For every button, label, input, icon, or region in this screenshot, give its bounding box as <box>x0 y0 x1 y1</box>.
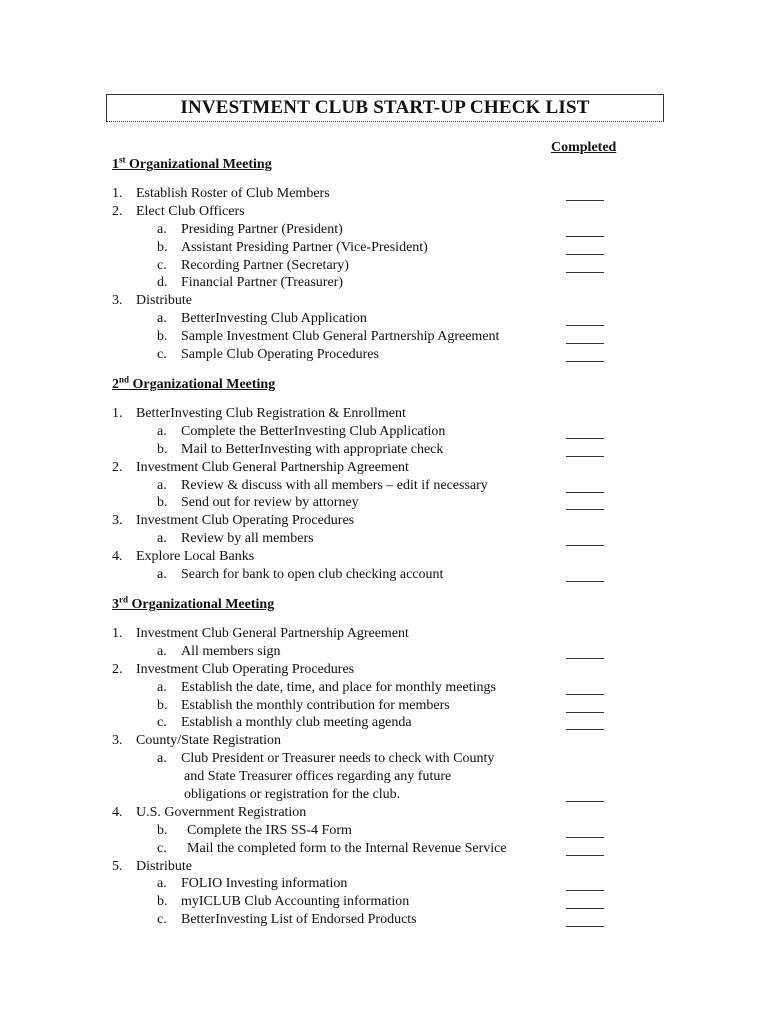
heading-ordinal-number: 2 <box>112 377 119 392</box>
item-text: All members sign <box>181 643 281 659</box>
item-text: BetterInvesting Club Registration & Enrollment <box>136 406 406 421</box>
completed-blank-line[interactable] <box>566 509 604 510</box>
item-number: a. <box>157 311 167 327</box>
item-text: and State Treasurer offices regarding any future <box>184 769 452 785</box>
item-number: c. <box>157 257 167 273</box>
completed-blank-line[interactable] <box>566 658 604 659</box>
item-text: Investment Club General Partnership Agreement <box>136 459 409 475</box>
item-number: b. <box>157 495 168 511</box>
completed-blank-line[interactable] <box>566 855 604 856</box>
item-number: c. <box>157 715 167 731</box>
checklist-subitem <box>112 714 672 732</box>
completed-blank-line[interactable] <box>566 890 604 891</box>
item-number: 2. <box>112 203 123 219</box>
heading-ordinal-number: 3 <box>112 597 119 612</box>
item-number: b. <box>157 822 168 838</box>
checklist-subitem <box>112 274 672 292</box>
item-number: 3. <box>112 733 123 749</box>
checklist-subitem <box>112 840 672 858</box>
item-number: b. <box>157 441 168 457</box>
completed-blank-line[interactable] <box>566 581 604 582</box>
item-number: a. <box>157 751 167 767</box>
item-text: Sample Investment Club General Partnership Agreement <box>181 329 500 345</box>
completed-blank-line[interactable] <box>566 694 604 695</box>
checklist-item <box>112 512 672 530</box>
checklist-subitem <box>112 530 672 548</box>
section-heading <box>112 154 672 176</box>
item-text: Review & discuss with all members – edit if necessary <box>181 477 488 493</box>
item-text: Assistant Presiding Partner (Vice-President) <box>181 239 428 255</box>
item-text: Establish the monthly contribution for members <box>181 697 450 713</box>
completed-blank-line[interactable] <box>566 200 604 201</box>
checklist-subitem <box>112 697 672 715</box>
item-number: 2. <box>112 459 123 475</box>
completed-blank-line[interactable] <box>566 545 604 546</box>
item-number: 1. <box>112 186 123 201</box>
heading-text: Organizational Meeting <box>128 597 275 612</box>
item-text: U.S. Government Registration <box>136 804 307 820</box>
checklist-subitem <box>112 328 672 346</box>
completed-blank-line[interactable] <box>566 254 604 255</box>
checklist-item-continuation <box>112 786 672 804</box>
item-number: a. <box>157 643 167 659</box>
checklist-item <box>112 203 672 221</box>
item-text: BetterInvesting List of Endorsed Products <box>181 912 417 928</box>
item-text: Establish Roster of Club Members <box>136 186 330 201</box>
checklist-item <box>112 185 672 203</box>
checklist-subitem <box>112 643 672 661</box>
item-text: Investment Club General Partnership Agreement <box>136 626 409 641</box>
checklist-item <box>112 548 672 566</box>
item-text: Mail to BetterInvesting with appropriate check <box>181 441 444 457</box>
item-text: County/State Registration <box>136 733 282 749</box>
completed-blank-line[interactable] <box>566 361 604 362</box>
checklist-subitem <box>112 494 672 512</box>
item-text: Complete the IRS SS-4 Form <box>187 822 352 838</box>
checklist-item <box>112 804 672 822</box>
item-text: Presiding Partner (President) <box>181 221 343 237</box>
heading-text: Organizational Meeting <box>125 157 272 172</box>
heading-ordinal-suffix: rd <box>119 594 128 605</box>
checklist-item <box>112 405 672 423</box>
checklist-subitem <box>112 875 672 893</box>
item-number: d. <box>157 275 168 291</box>
checklist-subitem <box>112 239 672 257</box>
item-text: Send out for review by attorney <box>181 495 359 511</box>
checklist-subitem <box>112 310 672 328</box>
heading-ordinal-suffix: st <box>119 154 126 165</box>
page-title: INVESTMENT CLUB START-UP CHECK LIST <box>180 97 590 118</box>
completed-blank-line[interactable] <box>566 926 604 927</box>
item-text: Review by all members <box>181 531 314 547</box>
checklist-subitem <box>112 566 672 584</box>
item-number: b. <box>157 697 168 713</box>
completed-blank-line[interactable] <box>566 236 604 237</box>
checklist-item-continuation <box>112 768 672 786</box>
item-number: 1. <box>112 626 123 641</box>
item-text: Elect Club Officers <box>136 203 245 219</box>
checklist-subitem <box>112 441 672 459</box>
item-text: Distribute <box>136 293 192 309</box>
item-text: myICLUB Club Accounting information <box>181 894 410 910</box>
item-number: 2. <box>112 661 123 677</box>
item-number: a. <box>157 423 167 439</box>
item-number: b. <box>157 894 168 910</box>
item-text: FOLIO Investing information <box>181 876 348 892</box>
item-number: a. <box>157 876 167 892</box>
completed-blank-line[interactable] <box>566 492 604 493</box>
item-text: Distribute <box>136 858 192 874</box>
item-text: BetterInvesting Club Application <box>181 311 367 327</box>
heading-ordinal-number: 1 <box>112 157 119 172</box>
completed-blank-line[interactable] <box>566 456 604 457</box>
completed-blank-line[interactable] <box>566 908 604 909</box>
checklist-subitem <box>112 911 672 929</box>
section-meeting-3 <box>112 594 672 929</box>
section-meeting-2 <box>112 374 672 584</box>
checklist-subitem <box>112 346 672 364</box>
item-text: Recording Partner (Secretary) <box>181 257 349 273</box>
checklist-subitem <box>112 822 672 840</box>
checklist-item <box>112 732 672 750</box>
item-number: 4. <box>112 549 123 565</box>
item-text: Establish a monthly club meeting agenda <box>181 715 412 731</box>
checklist-item <box>112 625 672 643</box>
item-number: 1. <box>112 406 123 421</box>
item-text: Club President or Treasurer needs to check with County <box>181 751 495 767</box>
section-heading <box>112 374 672 396</box>
completed-blank-line[interactable] <box>566 801 604 802</box>
item-text: Explore Local Banks <box>136 549 255 565</box>
item-number: a. <box>157 679 167 695</box>
item-text: Sample Club Operating Procedures <box>181 347 379 363</box>
heading-ordinal-suffix: nd <box>119 374 130 385</box>
completed-blank-line[interactable] <box>566 712 604 713</box>
item-text: Search for bank to open club checking account <box>181 567 444 583</box>
item-text: Mail the completed form to the Internal Revenue Service <box>187 840 507 856</box>
item-number: a. <box>157 531 167 547</box>
completed-blank-line[interactable] <box>566 837 604 838</box>
title-box <box>106 94 664 122</box>
completed-blank-line[interactable] <box>566 343 604 344</box>
section-heading <box>112 594 672 616</box>
item-number: 5. <box>112 858 123 874</box>
checklist-subitem <box>112 423 672 441</box>
item-number: a. <box>157 477 167 493</box>
checklist-item <box>112 661 672 679</box>
item-number: a. <box>157 221 167 237</box>
heading-text: Organizational Meeting <box>129 377 276 392</box>
checklist-subitem <box>112 257 672 275</box>
item-number: c. <box>157 347 167 363</box>
item-number: c. <box>157 840 167 856</box>
checklist-item <box>112 858 672 876</box>
section-meeting-1 <box>112 154 672 364</box>
completed-blank-line[interactable] <box>566 438 604 439</box>
checklist-subitem <box>112 477 672 495</box>
checklist-subitem <box>112 893 672 911</box>
checklist-subitem <box>112 750 672 768</box>
checklist-item <box>112 292 672 310</box>
completed-blank-line[interactable] <box>566 325 604 326</box>
item-text: Establish the date, time, and place for monthly meetings <box>181 679 496 695</box>
item-text: Financial Partner (Treasurer) <box>181 275 343 291</box>
item-text: Investment Club Operating Procedures <box>136 661 355 677</box>
completed-column-header: Completed <box>551 140 617 155</box>
completed-blank-line[interactable] <box>566 729 604 730</box>
item-number: 4. <box>112 804 123 820</box>
item-number: a. <box>157 567 167 583</box>
checklist-item <box>112 459 672 477</box>
checklist-subitem <box>112 221 672 239</box>
item-number: b. <box>157 329 168 345</box>
checklist-subitem <box>112 679 672 697</box>
item-number: c. <box>157 912 167 928</box>
item-number: 3. <box>112 513 123 529</box>
completed-blank-line[interactable] <box>566 272 604 273</box>
item-text: Investment Club Operating Procedures <box>136 513 355 529</box>
item-text: Complete the BetterInvesting Club Application <box>181 423 446 439</box>
item-number: 3. <box>112 293 123 309</box>
item-text: obligations or registration for the club. <box>184 787 401 803</box>
item-number: b. <box>157 239 168 255</box>
